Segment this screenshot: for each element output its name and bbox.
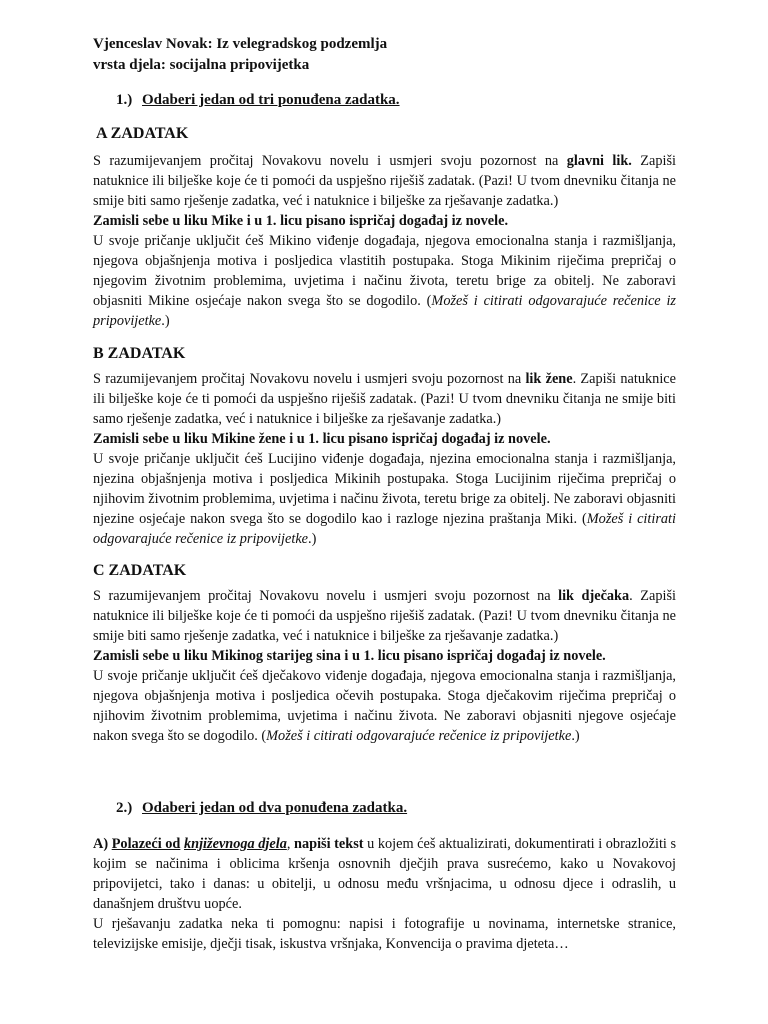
task-c-intro-pre: S razumijevanjem pročitaj Novakovu novelu i usmjeri svoju pozornost na bbox=[93, 588, 559, 604]
task-c-body-quote-hint: Možeš i citirati odgovarajuće rečenice iz pripovijetke bbox=[266, 728, 572, 744]
task-c-text bbox=[93, 586, 676, 746]
task-a-body-post: .) bbox=[161, 313, 170, 329]
task-b-intro bbox=[93, 369, 676, 429]
task-2a-emphasis-3: napiši tekst bbox=[294, 836, 364, 852]
task-a-instruction: Zamisli sebe u liku Mike i u 1. licu pisano ispričaj događaj iz novele. bbox=[93, 213, 509, 229]
question-1-heading bbox=[116, 92, 400, 109]
task-b-text bbox=[93, 369, 676, 549]
task-a-intro bbox=[93, 151, 676, 211]
question-2-number: 2.) bbox=[116, 800, 133, 816]
task-c-intro-focus: lik dječaka bbox=[558, 588, 630, 604]
task-2a-label: A) bbox=[93, 836, 109, 852]
task-2a-emphasis-1: Polazeći od bbox=[111, 836, 181, 852]
task-c-body-pre: U svoje pričanje uključit ćeš dječakovo viđenje događaja, njegova emocionalna stanja i razmišljanja, njegova objašnjenja motiva i posljedica očevih postupaka. Stoga dječakovim riječima prepričaj o njihovim životnim problemima, uvjetima i načinu života. Ne zaboravi objasniti njegove osjećaje nakon svega što se dogodilo. ( bbox=[93, 668, 676, 744]
task-b-intro-pre: S razumijevanjem pročitaj Novakovu novelu i usmjeri svoju pozornost na bbox=[93, 371, 526, 387]
task-2a-text bbox=[93, 834, 676, 954]
task-b-intro-post: . Zapiši natuknice ili bilješke koje će ti pomoći da uspješno riješiš zadatak. (Pazi! U tvom dnevniku čitanja ne smije biti samo rješenje zadatka, već i natuknice i bilješke za rješavanje zadatka.) bbox=[93, 371, 676, 427]
task-a-text bbox=[93, 151, 676, 331]
task-2a-comma: , bbox=[286, 836, 291, 852]
task-b-title: B ZADATAK bbox=[93, 345, 186, 362]
task-c-body bbox=[93, 666, 676, 746]
task-b-body-quote-hint: Možeš i citirati odgovarajuće rečenice iz pripovijetke bbox=[93, 511, 677, 547]
task-a-body-quote-hint: Možeš i citirati odgovarajuće rečenice iz pripovijetke bbox=[93, 293, 676, 329]
task-b-instruction: Zamisli sebe u liku Mikine žene i u 1. licu pisano ispričaj događaj iz novele. bbox=[93, 431, 551, 447]
task-2a-main bbox=[93, 834, 676, 914]
task-b-body bbox=[93, 449, 676, 549]
task-a-intro-focus: glavni lik. bbox=[566, 153, 632, 169]
task-a-intro-pre: S razumijevanjem pročitaj Novakovu novelu i usmjeri svoju pozornost na bbox=[93, 153, 567, 169]
document-header bbox=[93, 34, 387, 76]
work-genre: vrsta djela: socijalna pripovijetka bbox=[93, 57, 310, 73]
task-c-intro bbox=[93, 586, 676, 646]
task-c-intro-post: . Zapiši natuknice ili bilješke koje će ti pomoći da uspješno riješiš zadatak. (Pazi! U tvom dnevniku čitanja ne smije biti samo rješenje zadatka, već i natuknice i bilješke za rješavanje zadatka.) bbox=[93, 588, 677, 644]
question-1-text: Odaberi jedan od tri ponuđena zadatka. bbox=[142, 92, 400, 108]
task-2a-emphasis-2: književnoga djela bbox=[183, 836, 287, 852]
question-2-text: Odaberi jedan od dva ponuđena zadatka. bbox=[142, 800, 408, 816]
task-b-intro-focus: lik žene bbox=[525, 371, 573, 387]
question-2-heading bbox=[116, 800, 407, 817]
task-a-body-pre: U svoje pričanje uključit ćeš Mikino viđenje događaja, njegova emocionalna stanja i razmišljanja, njegova objašnjenja motiva i posljedica vlastitih postupaka. Stoga Mikinim riječima prepričaj o njegovim životnim problemima, uvjetima i načinu života, teretu brige za obitelj. Ne zaboravi objasniti Mikine osjećaje nakon svega što se dogodilo. ( bbox=[93, 233, 676, 309]
work-title: Vjenceslav Novak: Iz velegradskog podzemlja bbox=[93, 36, 388, 52]
task-b-body-pre: U svoje pričanje uključit ćeš Lucijino viđenje događaja, njezina emocionalna stanja i razmišljanja, njezina objašnjenja motiva i posljedica Mikinih postupaka. Stoga Lucijinim riječima prepričaj o njihovim životnim problemima, uvjetima i načinu života, teretu brige za obitelj. Ne zaboravi objasniti njezine osjećaje nakon svega što se dogodilo kao i razloge njezina praštanja Miki. ( bbox=[93, 451, 676, 527]
task-c-title: C ZADATAK bbox=[93, 562, 187, 579]
task-a-body bbox=[93, 231, 676, 331]
task-a-title: A ZADATAK bbox=[96, 125, 189, 142]
task-2a-help: U rješavanju zadatka neka ti pomognu: napisi i fotografije u novinama, internetske stranice, televizijske emisije, dječji tisak, iskustva vršnjaka, Konvencija o pravima djeteta… bbox=[93, 916, 676, 952]
task-c-body-post: .) bbox=[571, 728, 580, 744]
task-c-instruction: Zamisli sebe u liku Mikinog starijeg sina i u 1. licu pisano ispričaj događaj iz novele. bbox=[93, 648, 606, 664]
task-a-intro-post: Zapiši natuknice ili bilješke koje će ti pomoći da uspješno riješiš zadatak. (Pazi! U tvom dnevniku čitanja ne smije biti samo rješenje zadatka, već i natuknice i bilješke za rješavanje zadatka.) bbox=[93, 153, 677, 209]
question-1-number: 1.) bbox=[116, 92, 133, 108]
task-2a-description: u kojem ćeš aktualizirati, dokumentirati i obrazložiti s kojim se načinima i oblicima kršenja osnovnih dječjih prava susrećemo, kako u Novakovoj pripovijetci, tako i danas: u obitelji, u odnosu među vršnjacima, u odnosu djece i odraslih, u današnjem društvu uopće. bbox=[93, 836, 677, 912]
task-b-body-post: .) bbox=[308, 531, 317, 547]
